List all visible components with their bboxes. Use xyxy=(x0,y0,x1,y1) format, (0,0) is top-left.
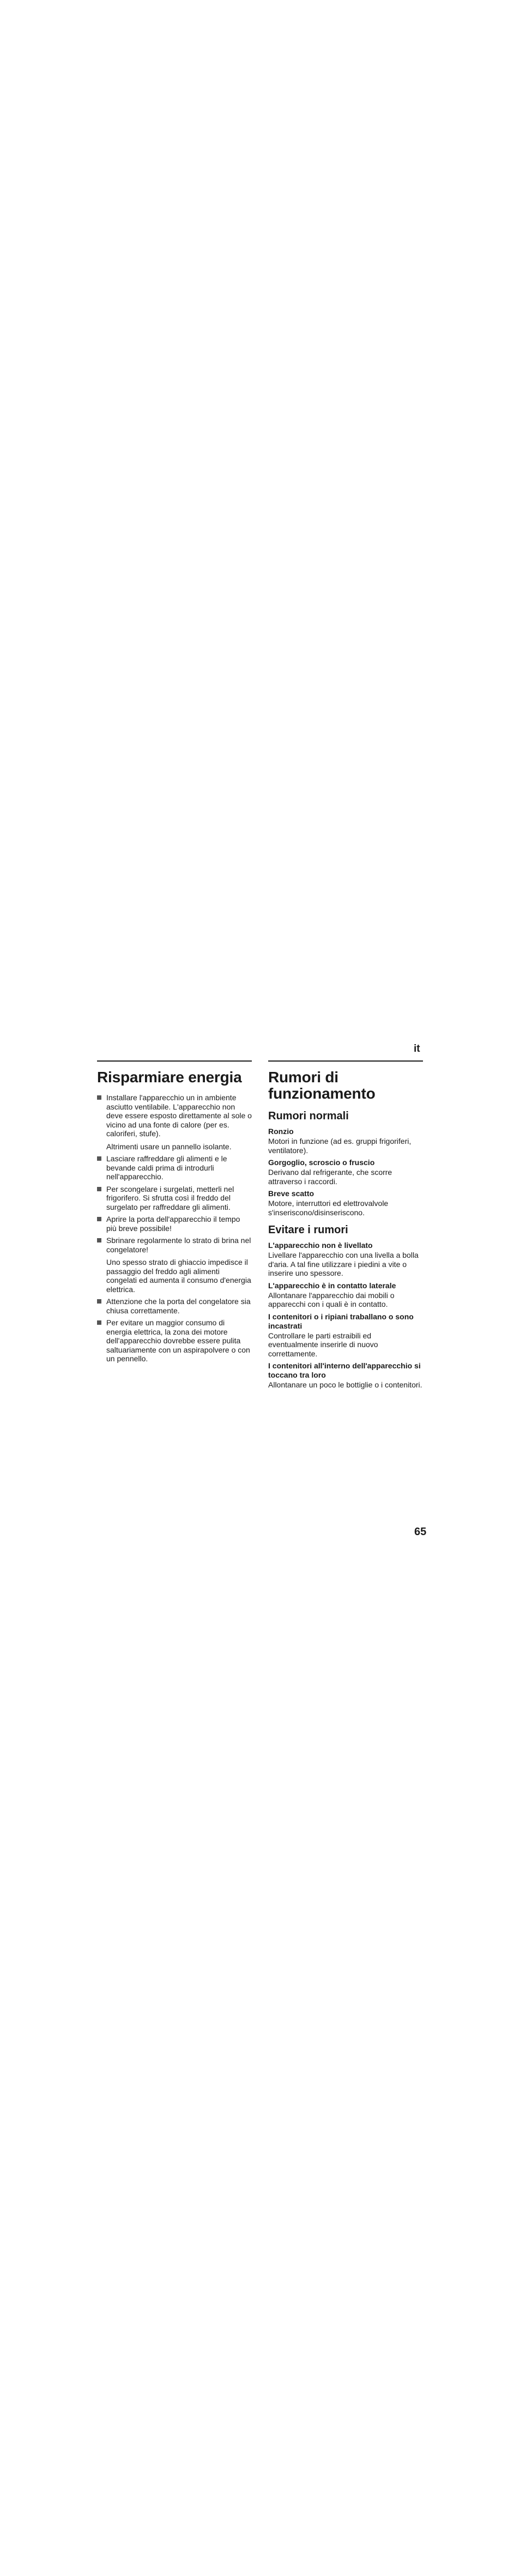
list-item xyxy=(97,1318,252,1363)
energy-tips-list xyxy=(97,1093,252,1363)
normal-noises-list xyxy=(268,1127,423,1217)
normal-noises-heading: Rumori normali xyxy=(268,1110,349,1122)
noise-term: Breve scatto xyxy=(268,1189,315,1198)
noise-cause: I contenitori all'interno dell'apparecchio si toccano tra loro xyxy=(268,1361,421,1379)
bullet-square-icon xyxy=(97,1156,101,1161)
list-item xyxy=(97,1093,252,1151)
list-item-text: Per evitare un maggior consumo di energia elettrica, la zona dei motore dell'apparecchio dovrebbe essere pulita saltuariamente con un aspirapolvere o con un pennello. xyxy=(106,1318,250,1363)
noise-cause: L'apparecchio non è livellato xyxy=(268,1241,373,1250)
bullet-square-icon xyxy=(97,1299,101,1304)
operating-noises-column xyxy=(268,1060,423,1393)
section-rule xyxy=(268,1060,423,1062)
noise-term: Ronzio xyxy=(268,1127,294,1136)
noise-description: Motori in funzione (ad es. gruppi frigoriferi, ventilatore). xyxy=(268,1137,412,1155)
energy-saving-column xyxy=(97,1060,252,1367)
bullet-square-icon xyxy=(97,1187,101,1191)
noise-remedy: Livellare l'apparecchio con una livella a bolla d'aria. A tal fine utilizzare i piedini a vite o inserire uno spessore. xyxy=(268,1251,419,1277)
noise-description: Derivano dal refrigerante, che scorre attraverso i raccordi. xyxy=(268,1168,392,1186)
avoid-noises-heading: Evitare i rumori xyxy=(268,1224,348,1236)
energy-saving-title: Risparmiare energia xyxy=(97,1069,242,1086)
list-item xyxy=(97,1185,252,1212)
bullet-square-icon xyxy=(97,1095,101,1100)
list-item-text: Attenzione che la porta del congelatore sia chiusa correttamente. xyxy=(106,1297,251,1315)
noise-description: Motore, interruttori ed elettrovalvole s'inseriscono/disinseriscono. xyxy=(268,1199,389,1217)
list-item xyxy=(97,1236,252,1294)
list-item-text: Sbrinare regolarmente lo strato di brina nel congelatore! xyxy=(106,1236,251,1254)
list-item xyxy=(97,1215,252,1233)
list-item xyxy=(97,1154,252,1181)
noise-term: Gorgoglio, scroscio o fruscio xyxy=(268,1158,375,1167)
section-rule xyxy=(97,1060,252,1062)
bullet-square-icon xyxy=(97,1238,101,1242)
list-item-text: Installare l'apparecchio un in ambiente asciutto ventilabile. L'apparecchio non deve essere esposto direttamente al sole o vicino ad una fonte di calore (per es. caloriferi, stufe). xyxy=(106,1093,252,1138)
bullet-square-icon xyxy=(97,1320,101,1325)
noise-cause: I contenitori o i ripiani traballano o sono incastrati xyxy=(268,1312,414,1330)
noise-remedy: Controllare le parti estraibili ed eventualmente inserirle di nuovo correttamente. xyxy=(268,1331,378,1358)
page-number: 65 xyxy=(414,1526,427,1538)
language-tag: it xyxy=(414,1043,420,1054)
list-item-text: Per scongelare i surgelati, metterli nel frigorifero. Si sfrutta così il freddo del surgelato per raffreddare gli alimenti. xyxy=(106,1184,234,1211)
avoid-noises-list xyxy=(268,1241,423,1390)
noise-remedy: Allontanare un poco le bottiglie o i contenitori. xyxy=(268,1380,422,1389)
list-item-note: Altrimenti usare un pannello isolante. xyxy=(106,1142,232,1151)
operating-noises-title: Rumori di funzionamento xyxy=(268,1069,376,1102)
bullet-square-icon xyxy=(97,1217,101,1221)
noise-remedy: Allontanare l'apparecchio dai mobili o apparecchi con i quali è in contatto. xyxy=(268,1290,395,1308)
list-item-text: Lasciare raffreddare gli alimenti e le bevande caldi prima di introdurli nell'apparecchio. xyxy=(106,1154,227,1181)
list-item-note: Uno spesso strato di ghiaccio impedisce il passaggio del freddo agli alimenti congelati ed aumenta il consumo d'energia elettrica. xyxy=(106,1258,251,1294)
list-item xyxy=(97,1297,252,1315)
noise-cause: L'apparecchio è in contatto laterale xyxy=(268,1281,396,1290)
list-item-text: Aprire la porta dell'apparecchio il tempo più breve possibile! xyxy=(106,1215,240,1233)
